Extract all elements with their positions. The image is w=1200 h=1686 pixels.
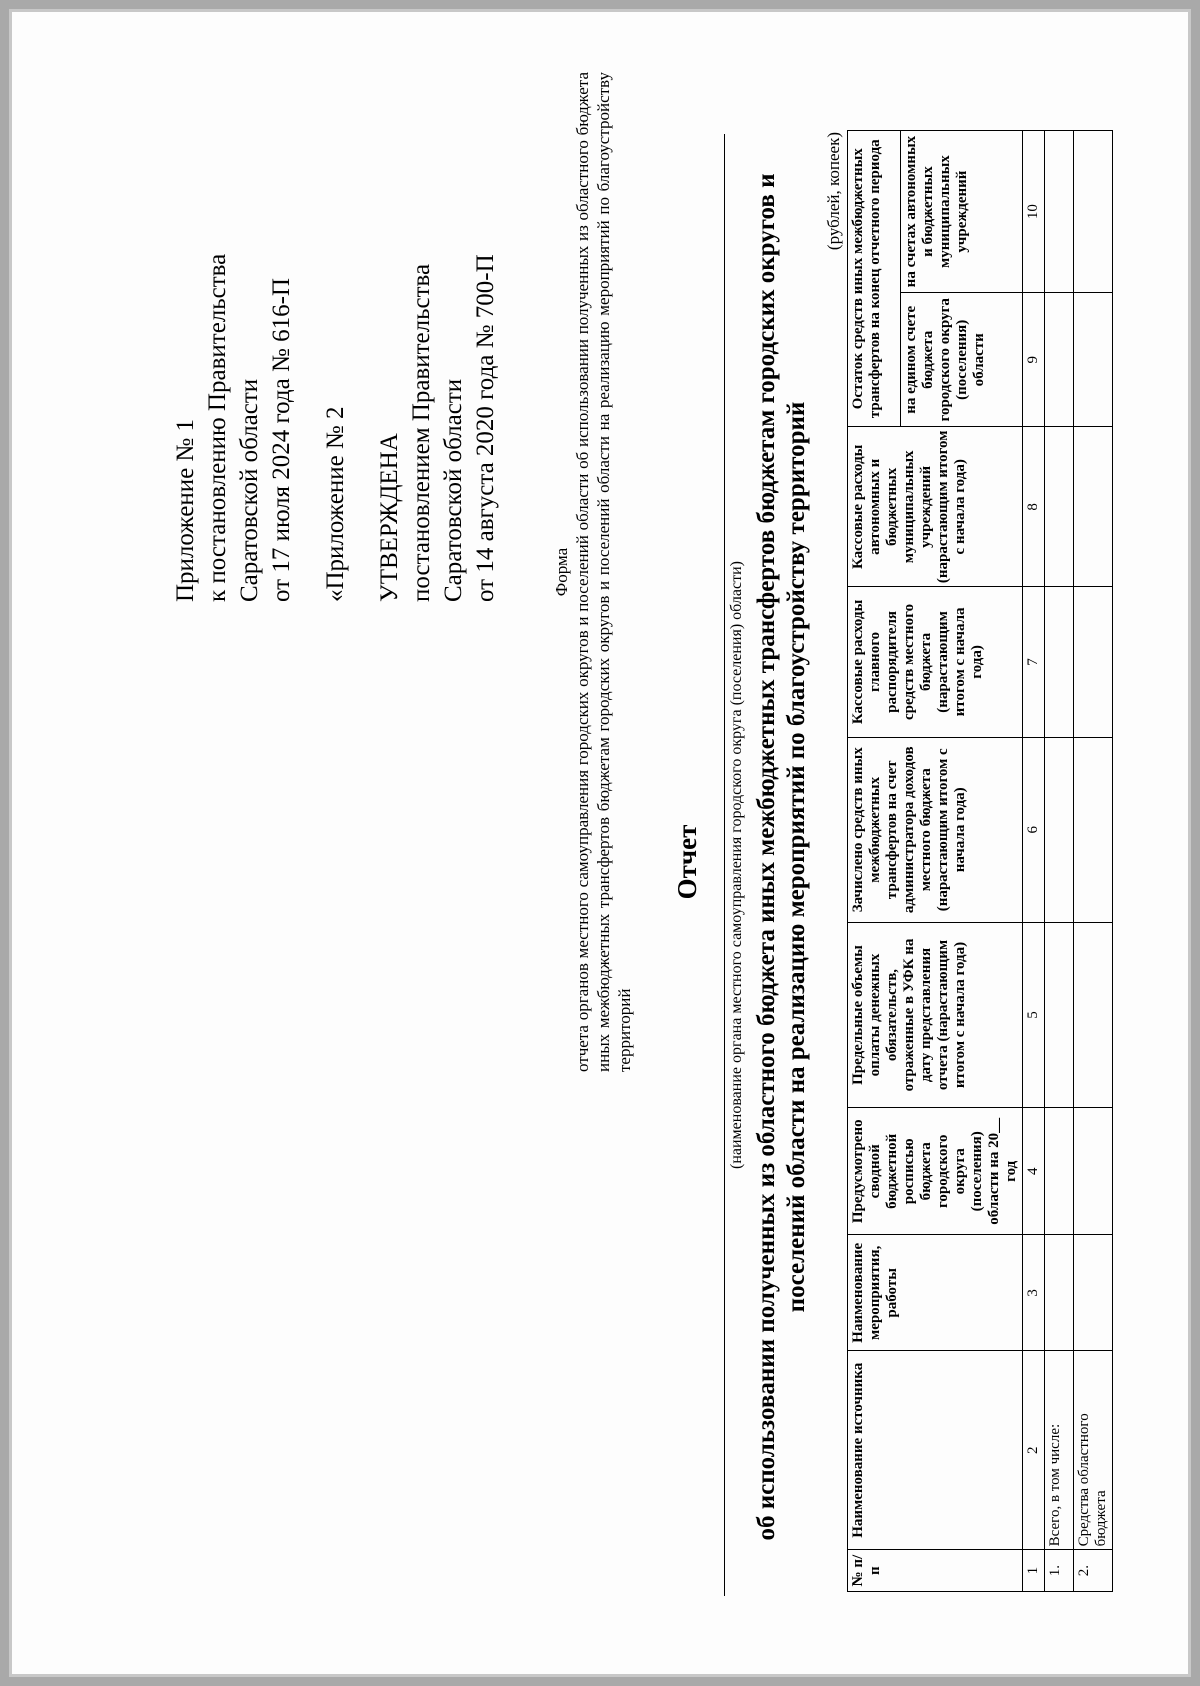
report-table — [847, 130, 1113, 1592]
approved-by-resolution: постановлением Правительства — [408, 263, 435, 602]
header-balance-institution-accounts: на счетах автономных и бюджетных муниципальных учреждений — [900, 131, 1022, 293]
appendix-region: Саратовской области — [236, 378, 263, 602]
header-activity: Наименование мероприятия, работы — [848, 1235, 1023, 1351]
table-cell — [1045, 293, 1074, 427]
appendix-number: Приложение № 1 — [172, 418, 199, 602]
table-cell — [1045, 1235, 1074, 1351]
table-cell — [1074, 1235, 1113, 1351]
column-number: 7 — [1023, 587, 1045, 737]
form-description: отчета органов местного самоуправления городских округов и поселений области об использовании полученных из областного бюджета иных межбюджетных трансфертов бюджетам городских округов и поселений области на реализацию мероприятий по благоустройству территорий — [573, 72, 634, 1072]
report-title: Отчет — [672, 824, 702, 900]
row-source: Всего, в том числе: — [1045, 1351, 1074, 1550]
approval-block — [170, 122, 502, 602]
table-row — [1045, 131, 1074, 1592]
header-row-1 — [848, 131, 901, 1592]
column-number: 9 — [1023, 293, 1045, 427]
report-subject: об использовании полученных из областного бюджета иных межбюджетных трансфертов бюджетам городских округов и поселений области на реализацию мероприятий по благоустройству территорий — [753, 173, 810, 1541]
header-cash-institutions: Кассовые расходы автономных и бюджетных муниципальных учреждений (нарастающим итогом с начала года) — [848, 427, 1023, 587]
row-number: 2. — [1074, 1550, 1113, 1592]
table-cell — [1045, 427, 1074, 587]
header-limits: Предельные объемы оплаты денежных обязательств, отраженные в УФК на дату представления отчета (нарастающим итогом с начала года) — [848, 922, 1023, 1107]
header-num: № п/п — [848, 1550, 1023, 1592]
column-number: 6 — [1023, 737, 1045, 922]
table-cell — [1074, 587, 1113, 737]
approved-date: от 14 августа 2020 года № 700-П — [472, 254, 499, 602]
appendix-2-label: «Приложение № 2 — [322, 406, 349, 602]
table-cell — [1045, 922, 1074, 1107]
table-cell — [1074, 131, 1113, 293]
column-number: 2 — [1023, 1351, 1045, 1550]
table-cell — [1074, 922, 1113, 1107]
appendix-date: от 17 июля 2024 года № 616-П — [268, 278, 295, 602]
table-cell — [1074, 293, 1113, 427]
column-number: 5 — [1023, 922, 1045, 1107]
table-cell — [1074, 737, 1113, 922]
table-cell — [1045, 131, 1074, 293]
header-planned: Предусмотрено сводной бюджетной росписью бюджета городского округа (поселения) области на 20__ год — [848, 1108, 1023, 1235]
column-number: 3 — [1023, 1235, 1045, 1351]
table-cell — [1045, 1108, 1074, 1235]
table-cell — [1074, 1108, 1113, 1235]
landscape-content — [52, 72, 1132, 1632]
table-cell — [1045, 587, 1074, 737]
column-numbers-row — [1023, 131, 1045, 1592]
organ-name-caption: (наименование органа местного самоуправления городского округа (поселения) области) — [728, 561, 745, 1169]
column-number: 10 — [1023, 131, 1045, 293]
approved-region: Саратовской области — [440, 378, 467, 602]
column-number: 4 — [1023, 1108, 1045, 1235]
organ-name-line — [724, 134, 725, 1596]
appendix-to-resolution: к постановлению Правительства — [204, 253, 231, 602]
header-balance-group: Остаток средств иных межбюджетных трансфертов на конец отчетного периода — [848, 131, 901, 427]
column-number: 1 — [1023, 1550, 1045, 1592]
table-row — [1074, 131, 1113, 1592]
form-label: Форма — [552, 547, 571, 597]
table-cell — [1045, 737, 1074, 922]
header-credited: Зачислено средств иных межбюджетных трансфертов на счет администратора доходов местного бюджета (нарастающим итогом с начала года) — [848, 737, 1023, 922]
row-number: 1. — [1045, 1550, 1074, 1592]
table-cell — [1074, 427, 1113, 587]
header-cash-main: Кассовые расходы главного распорядителя средств местного бюджета (нарастающим итогом с начала года) — [848, 587, 1023, 737]
row-source: Средства областного бюджета — [1074, 1351, 1113, 1550]
header-source: Наименование источника — [848, 1351, 1023, 1550]
column-number: 8 — [1023, 427, 1045, 587]
document-page — [12, 12, 1188, 1674]
approved-label: УТВЕРЖДЕНА — [376, 433, 403, 602]
units-label: (рублей, копеек) — [824, 132, 843, 251]
header-balance-single-account: на едином счете бюджета городского округа (поселения) области — [900, 293, 1022, 427]
